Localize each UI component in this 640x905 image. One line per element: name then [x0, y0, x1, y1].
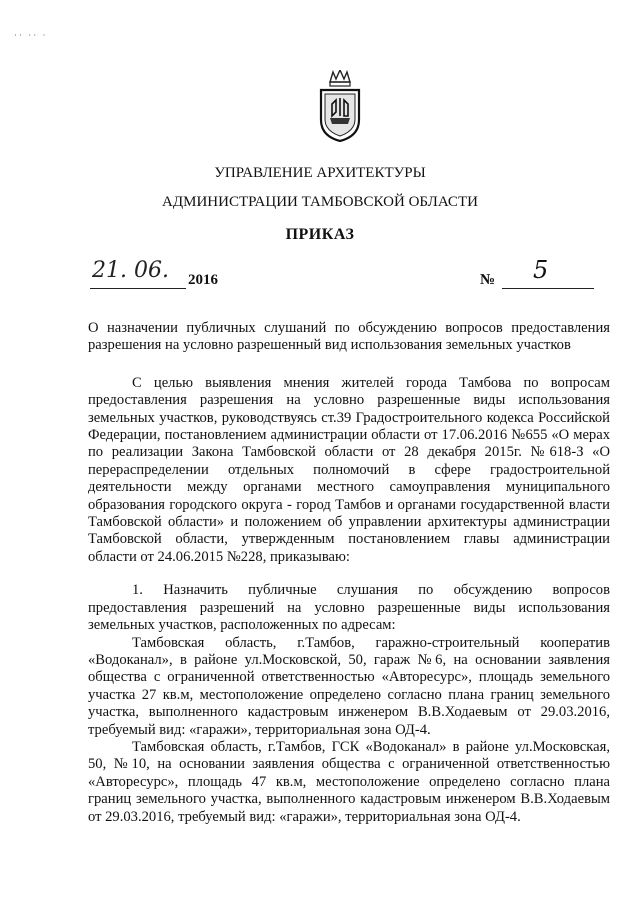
organization-line-2: АДМИНИСТРАЦИИ ТАМБОВСКОЙ ОБЛАСТИ [162, 194, 478, 210]
scan-artifact: ·· ·· · [14, 30, 48, 40]
handwritten-date: 21. 06. [92, 258, 169, 283]
item-1-paragraph: 1. Назначить публичные слушания по обсуждению вопросов предоставления разрешений на условно разрешенные виды использования земельных участков, расположенных по адресам: [88, 582, 610, 634]
document-body [88, 320, 610, 826]
organization-line-1: УПРАВЛЕНИЕ АРХИТЕКТУРЫ [214, 165, 426, 181]
date-number-line [88, 256, 598, 294]
handwritten-number: 5 [533, 256, 549, 284]
subject-line: О назначении публичных слушаний по обсуждению вопросов предоставления разрешения на условно разрешенный вид использования земельных участков [88, 320, 610, 354]
address-2-paragraph: Тамбовская область, г.Тамбов, ГСК «Водоканал» в районе ул.Московская, 50, №10, на основании заявления общества с ограниченной ответственностью «Авторесурс», площадь 47 кв.м, местоположение определено согласно плана границ земельного участка, выполненного кадастровым инженером В.В.Ходаевым от 29.03.2016, требуемый вид: «гаражи», территориальная зона ОД-4. [88, 738, 610, 825]
number-underline [502, 288, 594, 289]
document-title: ПРИКАЗ [285, 226, 355, 243]
address-1-paragraph: Тамбовская область, г.Тамбов, гаражно-строительный кооператив «Водоканал», в районе ул.Московской, 50, гараж №6, на основании заявления общества с ограниченной ответственностью «Авторесурс», площадь земельного участка 27 кв.м, местоположение определено согласно плана границ земельного участка, выполненного кадастровым инженером В.В.Ходаевым от 29.03.2016, требуемый вид: «гаражи», территориальная зона ОД-4. [88, 634, 610, 738]
date-underline [90, 288, 186, 289]
number-label: № [480, 272, 496, 288]
preamble-paragraph: С целью выявления мнения жителей города Тамбова по вопросам предоставления разрешения на условно разрешенные виды использования земельных участков, руководствуясь ст.39 Градостроительного кодекса Российской Федерации, постановлением администрации области от 17.06.2016 №655 «О мерах по реализации Закона Тамбовской области от 28 декабря 2015г. №618-З «О перераспределении отдельных полномочий в сфере градостроительной деятельности между органами местного самоуправления муниципального образования городского округа - город Тамбов и органами государственной власти Тамбовской области» и положением об управлении архитектуры администрации Тамбовской области, утвержденным постановлением главы администрации области от 24.06.2015 №228, приказываю: [88, 374, 610, 565]
coat-of-arms-emblem [318, 70, 362, 142]
document-year: 2016 [188, 272, 218, 288]
